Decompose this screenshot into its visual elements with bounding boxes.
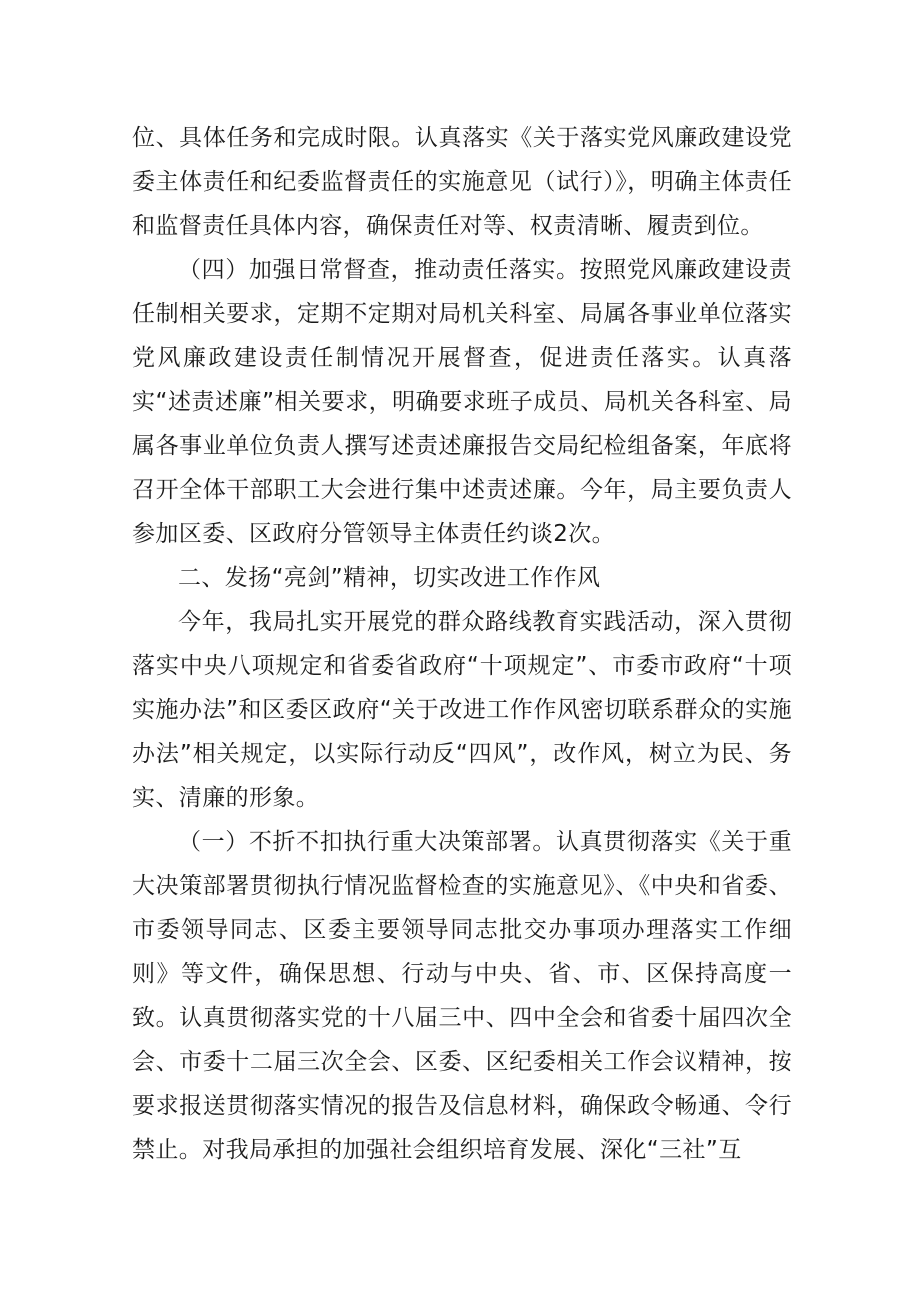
paragraph-3: 今年，我局扎实开展党的群众路线教育实践活动，深入贯彻落实中央八项规定和省委省政府“十项规定”、市委市政府“十项实施办法”和区委区政府“关于改进工作作风密切联系群众的实施办法”相关规定，以实际行动反“四风”，改作风，树立为民、务实、清廉的形象。 bbox=[132, 609, 792, 811]
document-body bbox=[132, 116, 792, 1172]
section-heading: 二、发扬“亮剑”精神，切实改进工作作风 bbox=[178, 565, 601, 591]
paragraph-2: （四）加强日常督查，推动责任落实。按照党风廉政建设责任制相关要求，定期不定期对局机关科室、局属各事业单位落实党风廉政建设责任制情况开展督查，促进责任落实。认真落实“述责述廉”相关要求，明确要求班子成员、局机关各科室、局属各事业单位负责人撰写述责述廉报告交局纪检组备案，年底将召开全体干部职工大会进行集中述责述廉。今年，局主要负责人参加区委、区政府分管领导主体责任约谈2次。 bbox=[132, 257, 792, 547]
paragraph-1: 位、具体任务和完成时限。认真落实《关于落实党风廉政建设党委主体责任和纪委监督责任的实施意见（试行）》，明确主体责任和监督责任具体内容，确保责任对等、权责清晰、履责到位。 bbox=[132, 125, 792, 239]
paragraph-4: （一）不折不扣执行重大决策部署。认真贯彻落实《关于重大决策部署贯彻执行情况监督检查的实施意见》、《中央和省委、市委领导同志、区委主要领导同志批交办事项办理落实工作细则》等文件，确保思想、行动与中央、省、市、区保持高度一致。认真贯彻落实党的十八届三中、四中全会和省委十届四次全会、市委十二届三次全会、区委、区纪委相关工作会议精神，按要求报送贯彻落实情况的报告及信息材料，确保政令畅通、令行禁止。对我局承担的加强社会组织培育发展、深化“三社”互 bbox=[132, 829, 792, 1163]
